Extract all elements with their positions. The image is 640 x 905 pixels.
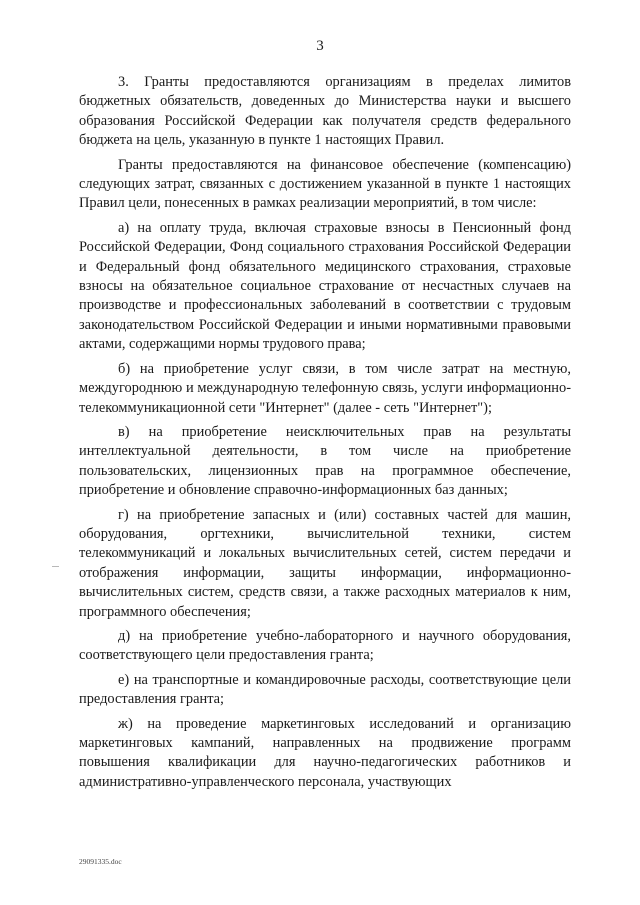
document-body	[79, 73, 571, 797]
list-item-a: а) на оплату труда, включая страховые взносы в Пенсионный фонд Российской Федерации, Фонд социального страхования Российской Федерации и Федеральный фонд обязательного медицинского страхования, страховые взносы на обязательное социальное страхование от несчастных случаев на производстве и профессиональных заболеваний в соответствии с трудовым законодательством Российской Федерации и иными нормативными правовыми актами, содержащими нормы трудового права;	[79, 219, 571, 353]
list-item-g: г) на приобретение запасных и (или) составных частей для машин, оборудования, оргтехники, вычислительной техники, систем телекоммуникаций и локальных вычислительных сетей, систем передачи и отображения информации, защиты информации, информационно-вычислительных систем, средств связи, а также расходных материалов к ним, программного обеспечения;	[79, 506, 571, 620]
list-item-e: е) на транспортные и командировочные расходы, соответствующие цели предоставления гранта;	[79, 671, 571, 708]
page-number: 3	[316, 38, 324, 54]
footer-document-code: 29091335.doc	[79, 857, 122, 866]
paragraph-grants-purpose: Гранты предоставляются на финансовое обеспечение (компенсацию) следующих затрат, связанных с достижением указанной в пункте 1 настоящих Правил цели, понесенных в рамках реализации мероприятий, в том числе:	[79, 156, 571, 212]
list-item-v: в) на приобретение неисключительных прав на результаты интеллектуальной деятельности, в том числе на приобретение пользовательских, лицензионных прав на программное обеспечение, приобретение и обновление справочно-информационных баз данных;	[79, 423, 571, 499]
list-item-zh: ж) на проведение маркетинговых исследований и организацию маркетинговых кампаний, направленных на продвижение программ повышения квалификации для научно-педагогических работников и административно-управленческого персонала, участвующих	[79, 715, 571, 790]
list-item-b: б) на приобретение услуг связи, в том числе затрат на местную, междугороднюю и международную телефонную связь, услуги информационно-телекоммуникационной сети "Интернет" (далее - сеть "Интернет");	[79, 360, 571, 416]
list-item-d: д) на приобретение учебно-лабораторного и научного оборудования, соответствующего цели предоставления гранта;	[79, 627, 571, 664]
paragraph-3: 3. Гранты предоставляются организациям в пределах лимитов бюджетных обязательств, доведенных до Министерства науки и высшего образования Российской Федерации как получателя средств федерального бюджета на цель, указанную в пункте 1 настоящих Правил.	[79, 74, 571, 149]
margin-mark	[52, 566, 59, 567]
